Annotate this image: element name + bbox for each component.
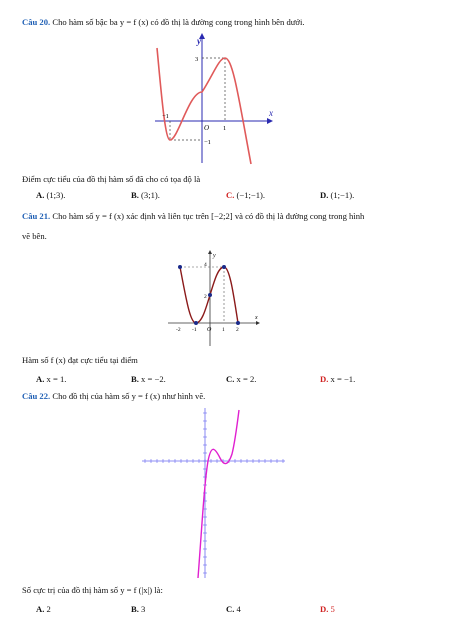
q22-text: Cho đồ thị của hàm số y = f (x) như hình vẽ. [52, 391, 206, 401]
q20-number: Câu 20. [22, 17, 51, 27]
q20-prompt: Điểm cực tiểu của đồ thị hàm số đã cho có tọa độ là [22, 174, 201, 184]
q22-option-d[interactable]: D. 5 [320, 604, 335, 614]
q20-option-a[interactable]: A. (1;3). [36, 190, 66, 200]
q21-point-right [236, 321, 240, 325]
q21-option-a[interactable]: A. x = 1. [36, 374, 67, 384]
q20-curve [157, 48, 251, 164]
q20-x-arrow-icon [267, 118, 273, 124]
q21-text: Cho hàm số y = f (x) xác định và liên tục trên [−2;2] và có đồ thị là đường cong trong hình [52, 211, 365, 221]
q21-x-arrow-icon [256, 321, 260, 325]
q20-option-b[interactable]: B. (3;1). [131, 190, 160, 200]
q22-option-b[interactable]: B. 3 [131, 604, 146, 614]
q21-x-label: x [255, 315, 258, 321]
q22-option-a[interactable]: A. 2 [36, 604, 51, 614]
q21-y-arrow-icon [208, 250, 212, 254]
q20-tick-xm1: −1 [162, 113, 169, 120]
q21-origin: O [207, 327, 212, 333]
q20-statement [22, 17, 304, 27]
q21-point-left [178, 265, 182, 269]
q20-tick-ym1: −1 [204, 139, 211, 146]
q21-tick-x2: 2 [236, 327, 239, 333]
q21-prompt: Hàm số f (x) đạt cực tiểu tại điểm [22, 355, 138, 365]
q20-origin: O [204, 124, 210, 132]
q21-text-continued: vẽ bên. [22, 231, 47, 241]
q20-text: Cho hàm số bậc ba y = f (x) có đồ thị là đường cong trong hình bên dưới. [52, 17, 305, 27]
q21-number: Câu 21. [22, 211, 51, 221]
q21-point-intercept [208, 293, 212, 297]
q20-y-label: y [197, 36, 201, 46]
q21-option-b[interactable]: B. x = −2. [131, 374, 166, 384]
q21-tick-x1: 1 [222, 327, 225, 333]
q21-y-label: y [213, 253, 216, 259]
q22-graph [140, 406, 300, 580]
q21-tick-y4: 4 [204, 262, 207, 268]
q20-tick-y3: 3 [195, 56, 199, 63]
q21-graph [160, 248, 265, 348]
q22-curve [198, 410, 239, 578]
q21-tick-xm2: -2 [176, 327, 181, 333]
q20-graph [145, 30, 280, 170]
q22-prompt: Số cực trị của đồ thị hàm số y = f (|x|) là: [22, 585, 163, 595]
q21-statement [22, 211, 364, 221]
q20-option-d[interactable]: D. (1;−1). [320, 190, 355, 200]
q21-tick-xm1: -1 [192, 327, 197, 333]
q21-option-c[interactable]: C. x = 2. [226, 374, 257, 384]
q21-point-max [222, 265, 226, 269]
q22-option-c[interactable]: C. 4 [226, 604, 241, 614]
q20-option-c[interactable]: C. (−1;−1). [226, 190, 266, 200]
q21-point-min [194, 321, 198, 325]
q22-number: Câu 22. [22, 391, 51, 401]
q21-option-d[interactable]: D. x = −1. [320, 374, 356, 384]
q20-tick-x1: 1 [223, 125, 227, 132]
q21-tick-y2: 2 [204, 294, 207, 300]
q22-statement [22, 391, 205, 401]
q20-x-label: x [269, 108, 273, 118]
